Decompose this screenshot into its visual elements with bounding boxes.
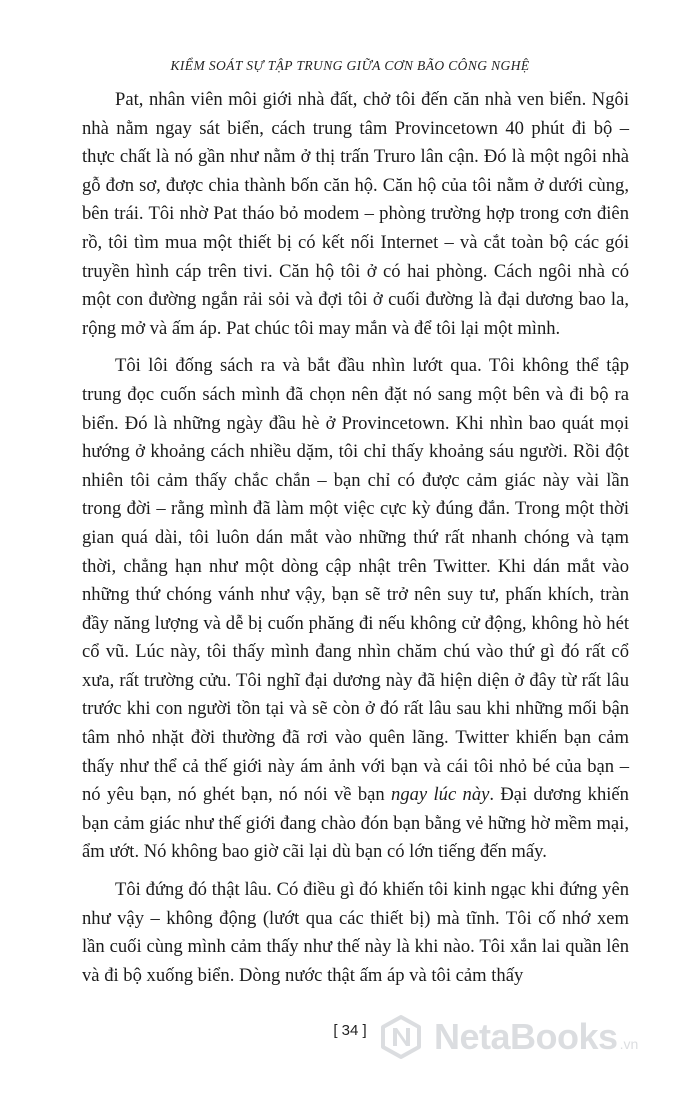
watermark-suffix: .vn (619, 1036, 639, 1052)
page-number: [ 34 ] (333, 1022, 367, 1039)
paragraph-2-after: . Đại dương khiến bạn cảm giác như thế giới đang chào đón bạn bằng vẻ hững hờ mềm mại, ẩm ướt. Nó không bao giờ cãi lại dù bạn có lớn tiếng đến mấy. (82, 784, 629, 863)
running-head: KIỂM SOÁT SỰ TẬP TRUNG GIỮA CƠN BÃO CÔNG NGHỆ (170, 58, 530, 73)
paragraph-1: Pat, nhân viên môi giới nhà đất, chở tôi đến căn nhà ven biển. Ngôi nhà nằm ngay sát biển, cách trung tâm Provincetown 40 phút đi bộ – thực chất là nó gần như nằm ở thị trấn Truro lân cận. Đó là một ngôi nhà gỗ đơn sơ, được chia thành bốn căn hộ. Căn hộ của tôi nằm ở dưới cùng, bên trái. Tôi nhờ Pat tháo bỏ modem – phòng trường hợp trong cơn điên rồ, tôi tìm mua một thiết bị có kết nối Internet – và cắt toàn bộ các gói truyền hình cáp trên tivi. Căn hộ tôi ở có hai phòng. Cách ngôi nhà có một con đường ngắn rải sỏi và đợi tôi ở cuối đường là đại dương bao la, rộng mở và ấm áp. Pat chúc tôi may mắn và để tôi lại một mình. (82, 89, 629, 339)
paragraph-2 (82, 352, 629, 867)
body-text (82, 86, 629, 999)
paragraph-2-before: Tôi lôi đống sách ra và bắt đầu nhìn lướt qua. Tôi không thể tập trung đọc cuốn sách mình đã chọn nên đặt nó sang một bên và đi bộ ra biển. Đó là những ngày đầu hè ở Provincetown. Khi nhìn bao quát mọi hướng ở khoảng cách nhiều dặm, tôi chỉ thấy khoảng sáu người. Rồi đột nhiên tôi cảm thấy chắc chắn – bạn chỉ có được cảm giác này vài lần trong đời – rằng mình đã làm một việc cực kỳ đúng đắn. Trong một thời gian quá dài, tôi luôn dán mắt vào những thứ rất nhanh chóng và tạm thời, chẳng hạn như một dòng cập nhật trên Twitter. Khi dán mắt vào những thứ chóng vánh như vậy, bạn sẽ trở nên suy tư, phấn khích, tràn đầy năng lượng và dễ bị cuốn phăng đi nếu không cử động, không hò hét cổ vũ. Lúc này, tôi thấy mình đang nhìn chăm chú vào thứ gì đó rất cổ xưa, rất trường cửu. Tôi nghĩ đại dương này đã hiện diện ở đây từ rất lâu trước khi con người tồn tại và sẽ còn ở đó rất lâu sau khi những mối bận tâm nhỏ nhặt đời thường đã rơi vào quên lãng. Twitter khiến bạn cảm thấy như thể cả thế giới này ám ảnh với bạn và cái tôi nhỏ bé của bạn – nó yêu bạn, nó ghét bạn, nó nói về bạn (82, 355, 629, 806)
watermark-brand: NetaBooks (434, 1016, 618, 1057)
paragraph-2-emphasis: ngay lúc này (391, 784, 490, 806)
paragraph-3: Tôi đứng đó thật lâu. Có điều gì đó khiến tôi kinh ngạc khi đứng yên như vậy – không động (lướt qua các thiết bị) mà tĩnh. Tôi cố nhớ xem lần cuối cùng mình cảm thấy như thế này là khi nào. Tôi xắn lai quần lên và đi bộ xuống biển. Dòng nước thật ấm áp và tôi cảm thấy (82, 879, 629, 986)
